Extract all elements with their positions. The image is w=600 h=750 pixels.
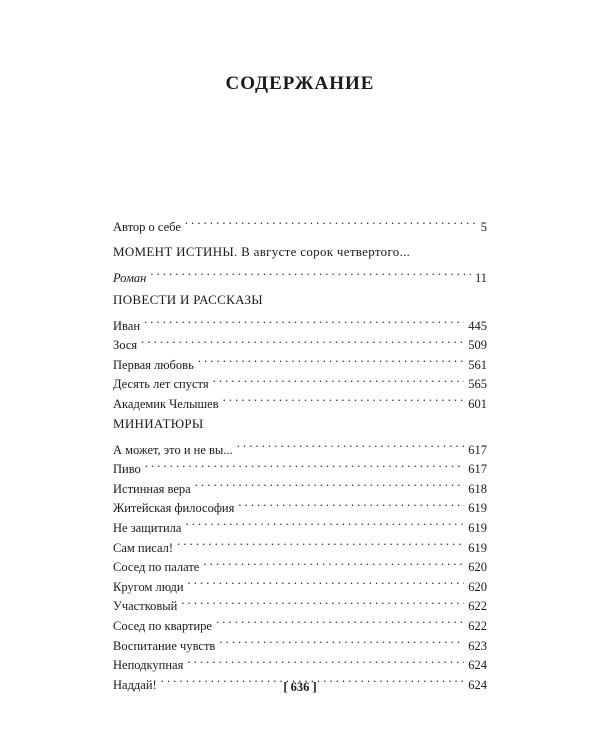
toc-entry-page: 5 [480, 219, 487, 234]
dot-leader [177, 532, 464, 552]
toc-entry-label: Кругом люди [113, 579, 184, 594]
toc-entry-label: Неподкупная [113, 658, 184, 673]
toc-entry [113, 349, 487, 372]
toc-entry-label: Роман [113, 270, 147, 285]
dot-leader [188, 571, 465, 591]
toc-entry-label: Не защитила [113, 520, 182, 535]
dot-leader [181, 591, 464, 611]
toc-entry-page: 617 [468, 442, 487, 457]
dot-leader [198, 349, 464, 369]
dot-leader [219, 630, 464, 650]
toc-entry [113, 473, 487, 496]
toc-entry-page: 624 [468, 677, 487, 692]
toc-entry-label: Первая любовь [113, 357, 194, 372]
dot-leader [213, 369, 465, 389]
dot-leader [141, 330, 464, 350]
toc-entry-label: Зося [113, 338, 138, 353]
dot-leader [237, 434, 465, 454]
toc-entry-label: Житейская философия [113, 501, 235, 516]
toc-entry-page: 619 [468, 540, 487, 555]
toc-entry [113, 310, 487, 333]
toc-entry-page: 624 [468, 658, 487, 673]
toc-entry-page: 620 [468, 579, 487, 594]
toc-entry [113, 454, 487, 477]
toc-entry-label: Академик Челышев [113, 396, 219, 411]
toc-entry-page: 509 [468, 338, 487, 353]
toc-entry-page: 445 [468, 318, 487, 333]
dot-leader [195, 473, 465, 493]
dot-leader [185, 211, 477, 231]
toc-entry-label: Воспитание чувств [113, 638, 216, 653]
toc-entry-page: 622 [468, 599, 487, 614]
toc-novel-block [113, 242, 487, 285]
dot-leader [145, 454, 464, 474]
toc-entry [113, 434, 487, 457]
toc-entry-page: 561 [468, 357, 487, 372]
toc-entry-page: 11 [474, 270, 487, 285]
section-heading-stories: ПОВЕСТИ И РАССКАЗЫ [113, 292, 263, 307]
toc-entry-label: Истинная вера [113, 481, 191, 496]
toc-entry-label: Сосед по квартире [113, 618, 212, 633]
toc-entry [113, 211, 487, 234]
toc-entry [113, 330, 487, 353]
section-heading-miniatures: МИНИАТЮРЫ [113, 416, 204, 431]
toc-entry-page: 619 [468, 501, 487, 516]
toc-entry-page: 617 [468, 462, 487, 477]
toc-entry-label: Автор о себе [113, 219, 181, 234]
toc-entry-label: А может, это и не вы... [113, 442, 233, 457]
toc-entry-label: Пиво [113, 462, 141, 477]
toc-entry [113, 262, 487, 285]
toc-entry-page: 619 [468, 520, 487, 535]
toc-entry-page: 601 [468, 396, 487, 411]
toc-entry-label: Иван [113, 318, 141, 333]
dot-leader [216, 610, 464, 630]
toc-entry-label: Участковый [113, 599, 178, 614]
dot-leader [185, 512, 464, 532]
page-number: [ 636 ] [283, 680, 317, 694]
toc-entry-page: 623 [468, 638, 487, 653]
toc-entry-label: Сам писал! [113, 540, 174, 555]
toc-stories-block [113, 290, 487, 411]
toc-entry-page: 620 [468, 560, 487, 575]
toc-entry-label: Сосед по палате [113, 560, 200, 575]
dot-leader [150, 262, 471, 282]
toc-entry-page: 618 [468, 481, 487, 496]
dot-leader [223, 388, 465, 408]
toc-author-block [113, 211, 487, 234]
dot-leader [187, 650, 464, 670]
toc-entry-label: Наддай! [113, 677, 157, 692]
toc-miniatures-block [113, 414, 487, 692]
toc-entry-label: Десять лет спустя [113, 377, 209, 392]
page-title: СОДЕРЖАНИЕ [225, 73, 375, 94]
dot-leader [238, 493, 464, 513]
section-heading-novel: МОМЕНТ ИСТИНЫ. В августе сорок четвертого... [113, 244, 411, 259]
dot-leader [203, 552, 464, 572]
toc-entry-page: 622 [468, 618, 487, 633]
toc-entry-page: 565 [468, 377, 487, 392]
dot-leader [144, 310, 464, 330]
